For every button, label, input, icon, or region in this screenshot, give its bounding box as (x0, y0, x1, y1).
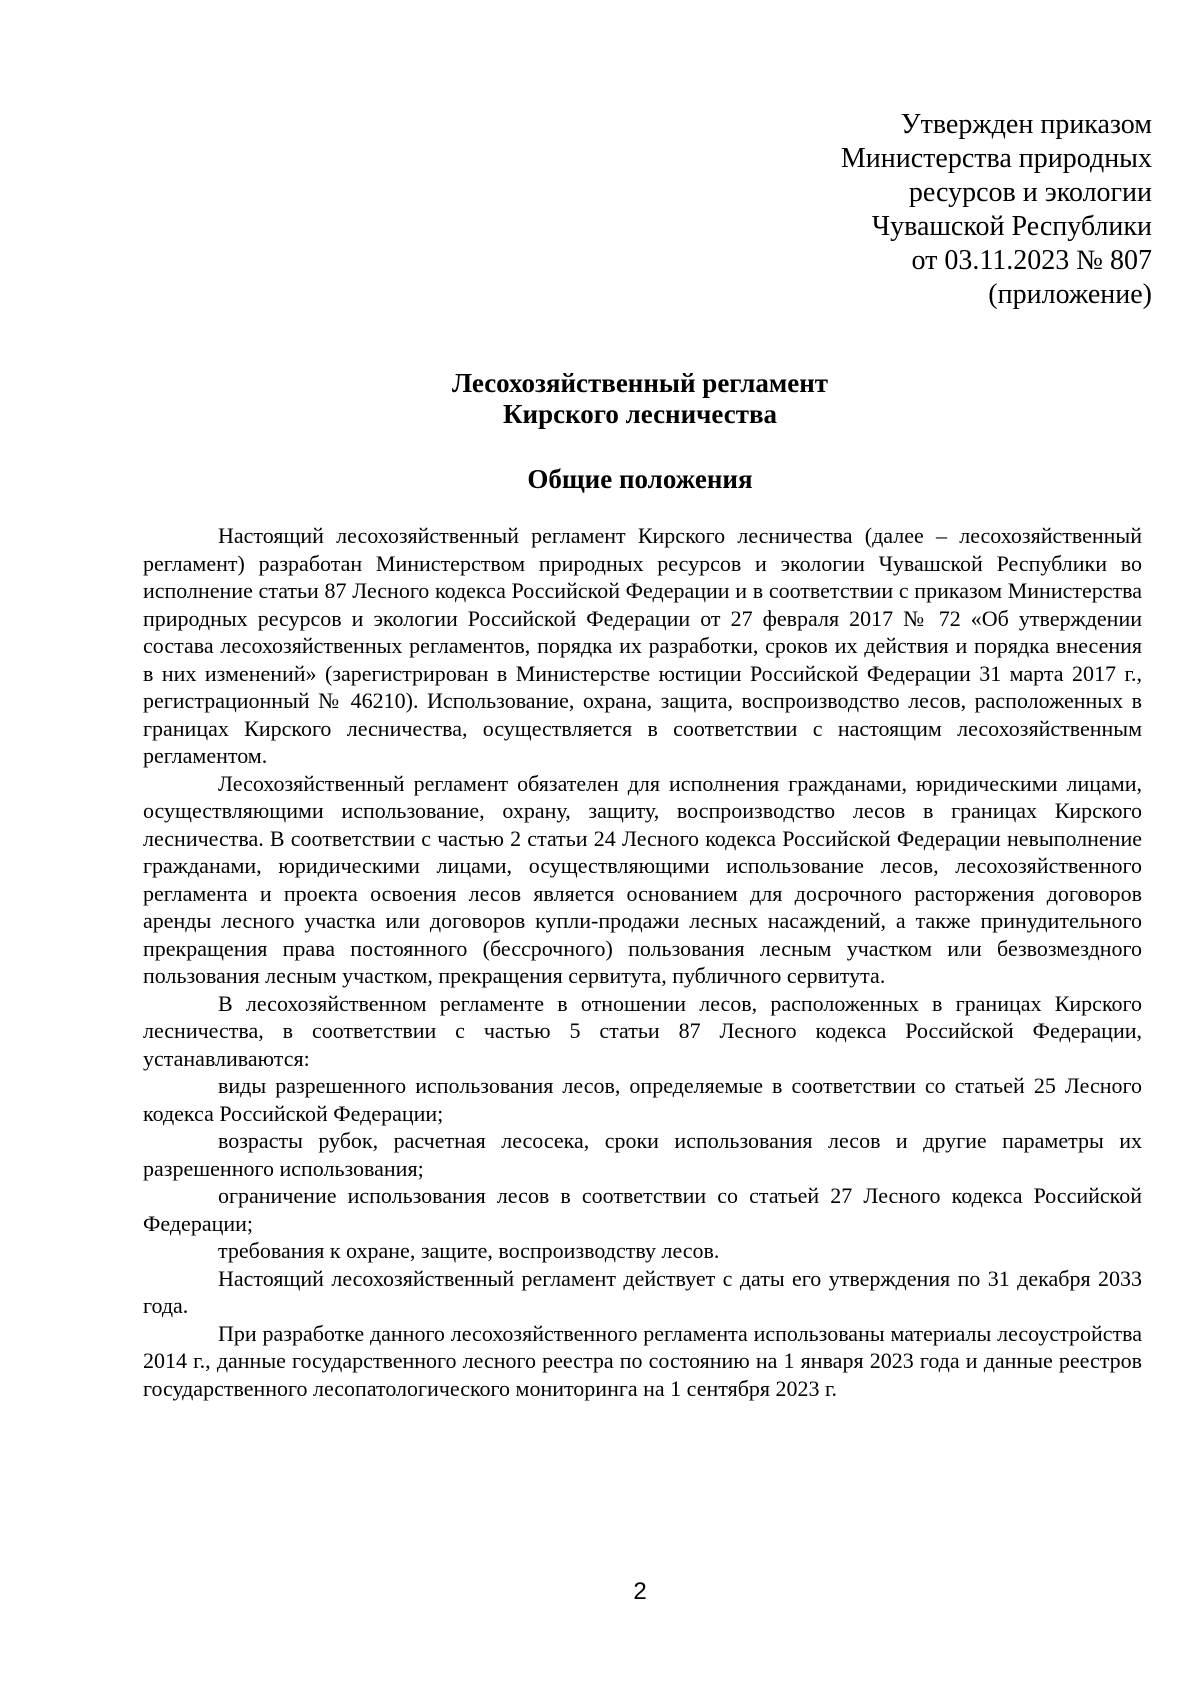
page-number: 2 (633, 1578, 647, 1605)
section-heading: Общие положения (527, 464, 753, 494)
approval-block (841, 108, 1152, 312)
paragraph: Настоящий лесохозяйственный регламент действует с даты его утверждения по 31 декабря 2033 года. (143, 1265, 1142, 1318)
paragraph: возрасты рубок, расчетная лесосека, сроки использования лесов и другие параметры их разрешенного использования; (143, 1128, 1142, 1181)
approval-line: от 03.11.2023 № 807 (911, 245, 1152, 276)
paragraph: Настоящий лесохозяйственный регламент Кирского лесничества (далее – лесохозяйственный регламент) разработан Министерством природных ресурсов и экологии Чувашской Республики во исполнение статьи 87 Лесного кодекса Российской Федерации и в соответствии с приказом Министерства природных ресурсов и экологии Российской Федерации от 27 февраля 2017 № 72 «Об утверждении состава лесохозяйственных регламентов, порядка их разработки, сроков их действия и порядка внесения в них изменений» (зарегистрирован в Министерстве юстиции Российской Федерации 31 марта 2017 г., регистрационный № 46210). Использование, охрана, защита, воспроизводство лесов, расположенных в границах Кирского лесничества, осуществляется в соответствии с настоящим лесохозяйственным регламентом. (143, 523, 1142, 768)
paragraph: Лесохозяйственный регламент обязателен для исполнения гражданами, юридическими лицами, осуществляющими использование, охрану, защиту, воспроизводство лесов в границах Кирского лесничества. В соответствии с частью 2 статьи 24 Лесного кодекса Российской Федерации невыполнение гражданами, юридическими лицами, осуществляющими использование лесов, лесохозяйственного регламента и проекта освоения лесов является основанием для досрочного расторжения договоров аренды лесного участка или договоров купли-продажи лесных насаждений, а также принудительного прекращения права постоянного (бессрочного) пользования лесным участком или безвозмездного пользования лесным участком, прекращения сервитута, публичного сервитута. (143, 770, 1142, 988)
approval-line: Чувашской Республики (871, 211, 1152, 242)
paragraph: ограничение использования лесов в соответствии со статьей 27 Лесного кодекса Российской Федерации; (143, 1183, 1142, 1236)
approval-line: Утвержден приказом (900, 109, 1152, 140)
approval-line: (приложение) (988, 279, 1152, 310)
paragraph: В лесохозяйственном регламенте в отношении лесов, расположенных в границах Кирского лесничества, в соответствии с частью 5 статьи 87 Лесного кодекса Российской Федерации, устанавливаются: (143, 990, 1142, 1071)
document-title-line-1: Лесохозяйственный регламент (451, 368, 829, 398)
paragraph: требования к охране, защите, воспроизводству лесов. (218, 1238, 720, 1263)
document-title (0, 368, 1200, 430)
approval-line: Министерства природных (840, 143, 1152, 174)
document-body (143, 522, 1142, 1402)
paragraph: виды разрешенного использования лесов, определяемые в соответствии со статьей 25 Лесного кодекса Российской Федерации; (143, 1073, 1142, 1126)
approval-line: ресурсов и экологии (908, 177, 1152, 208)
document-title-line-2: Кирского лесничества (502, 399, 778, 429)
paragraph: При разработке данного лесохозяйственного регламента использованы материалы лесоустройства 2014 г., данные государственного лесного реестра по состоянию на 1 января 2023 года и данные реестров государственного лесопатологического мониторинга на 1 сентября 2023 г. (143, 1320, 1142, 1401)
